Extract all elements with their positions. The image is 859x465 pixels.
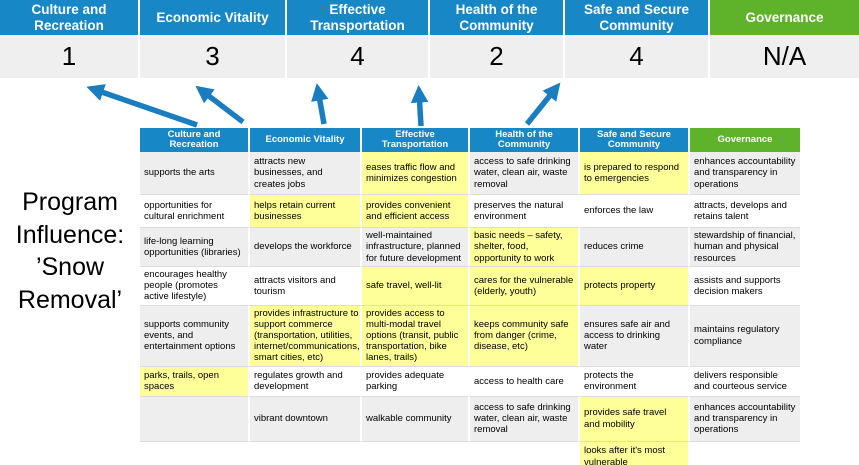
matrix-cell: enforces the law	[580, 195, 690, 228]
summary-category-header: Effective Transportation	[287, 0, 430, 35]
summary-score: 2	[430, 35, 565, 78]
matrix-cell: access to safe drinking water, clean air, waste removal	[470, 397, 580, 442]
matrix-cell: preserves the natural environment	[470, 195, 580, 228]
matrix-cell: protects the environment	[580, 367, 690, 397]
summary-score: 1	[0, 35, 140, 78]
matrix-cell: access to safe drinking water, clean air, waste removal	[470, 152, 580, 195]
page-title: Program Influence: ’Snow Removal’	[15, 188, 125, 314]
matrix-cell: maintains regulatory compliance	[690, 306, 800, 367]
matrix-column-header: Health of the Community	[470, 128, 580, 152]
matrix-row	[140, 228, 800, 267]
arrow-icon	[318, 90, 324, 124]
matrix-cell: enhances accountability and transparency in operations	[690, 152, 800, 195]
matrix-cell: ensures safe air and access to drinking water	[580, 306, 690, 367]
matrix-cell: is prepared to respond to emergencies	[580, 152, 690, 195]
matrix-row	[140, 267, 800, 306]
matrix-column-header: Economic Vitality	[250, 128, 362, 152]
matrix-cell: cares for the vulnerable (elderly, youth)	[470, 267, 580, 306]
matrix-cell: encourages healthy people (promotes active lifestyle)	[140, 267, 250, 306]
matrix-cell: provides adequate parking	[362, 367, 470, 397]
matrix-row	[140, 152, 800, 195]
matrix-cell	[250, 442, 362, 465]
matrix-cell: vibrant downtown	[250, 397, 362, 442]
summary-category-header: Culture and Recreation	[0, 0, 140, 35]
summary-category-header: Health of the Community	[430, 0, 565, 35]
matrix-column-header: Governance	[690, 128, 800, 152]
matrix-row	[140, 195, 800, 228]
matrix-cell: reduces crime	[580, 228, 690, 267]
matrix-cell	[140, 442, 250, 465]
matrix-cell: attracts visitors and tourism	[250, 267, 362, 306]
matrix-cell: basic needs – safety, shelter, food, opportunity to work	[470, 228, 580, 267]
matrix-cell	[470, 442, 580, 465]
matrix-cell	[362, 442, 470, 465]
matrix-cell: life-long learning opportunities (libraries)	[140, 228, 250, 267]
matrix-header-row	[140, 128, 800, 152]
summary-category-header: Economic Vitality	[140, 0, 287, 35]
matrix-cell: provides convenient and efficient access	[362, 195, 470, 228]
matrix-cell: attracts, develops and retains talent	[690, 195, 800, 228]
matrix-cell: parks, trails, open spaces	[140, 367, 250, 397]
matrix-row	[140, 306, 800, 367]
matrix-cell: provides safe travel and mobility	[580, 397, 690, 442]
matrix-cell: well-maintained infrastructure, planned for future development	[362, 228, 470, 267]
matrix-cell	[140, 397, 250, 442]
matrix-cell: keeps community safe from danger (crime, disease, etc)	[470, 306, 580, 367]
summary-score: N/A	[710, 35, 859, 78]
summary-table	[0, 0, 859, 78]
matrix-column-header: Safe and Secure Community	[580, 128, 690, 152]
matrix-cell: looks after it's most vulnerable	[580, 442, 690, 465]
matrix-body	[140, 152, 800, 465]
matrix-cell: regulates growth and development	[250, 367, 362, 397]
arrow-icon	[201, 90, 243, 122]
summary-category-header: Safe and Secure Community	[565, 0, 710, 35]
matrix-cell: enhances accountability and transparency in operations	[690, 397, 800, 442]
matrix-cell: access to health care	[470, 367, 580, 397]
matrix-cell: stewardship of financial, human and physical resources	[690, 228, 800, 267]
matrix-cell	[690, 442, 800, 465]
matrix-cell: helps retain current businesses	[250, 195, 362, 228]
matrix-column-header: Culture and Recreation	[140, 128, 250, 152]
matrix-cell: walkable community	[362, 397, 470, 442]
matrix-row	[140, 397, 800, 442]
matrix-cell: delivers responsible and courteous service	[690, 367, 800, 397]
influence-arrows	[0, 82, 859, 130]
matrix-cell: develops the workforce	[250, 228, 362, 267]
summary-score-row	[0, 35, 859, 78]
arrow-icon	[419, 92, 421, 126]
summary-score: 4	[565, 35, 710, 78]
matrix-column-header: Effective Transportation	[362, 128, 470, 152]
matrix-cell: safe travel, well-lit	[362, 267, 470, 306]
matrix-cell: eases traffic flow and minimizes congestion	[362, 152, 470, 195]
matrix-cell: attracts new businesses, and creates jobs	[250, 152, 362, 195]
summary-score: 4	[287, 35, 430, 78]
matrix-cell: assists and supports decision makers	[690, 267, 800, 306]
summary-header-row	[0, 0, 859, 35]
matrix-cell: opportunities for cultural enrichment	[140, 195, 250, 228]
summary-category-header: Governance	[710, 0, 859, 35]
arrow-icon	[527, 88, 556, 124]
summary-score: 3	[140, 35, 287, 78]
matrix-row	[140, 367, 800, 397]
matrix-cell: supports the arts	[140, 152, 250, 195]
matrix-cell: provides infrastructure to support commerce (transportation, utilities, internet/communications, smart cities, etc)	[250, 306, 362, 367]
matrix-cell: protects property	[580, 267, 690, 306]
matrix-cell: supports community events, and entertainment options	[140, 306, 250, 367]
matrix-table	[140, 128, 800, 465]
matrix-row	[140, 442, 800, 465]
arrow-icon	[93, 89, 197, 125]
matrix-cell: provides access to multi-modal travel options (transit, public transportation, bike lanes, trails)	[362, 306, 470, 367]
